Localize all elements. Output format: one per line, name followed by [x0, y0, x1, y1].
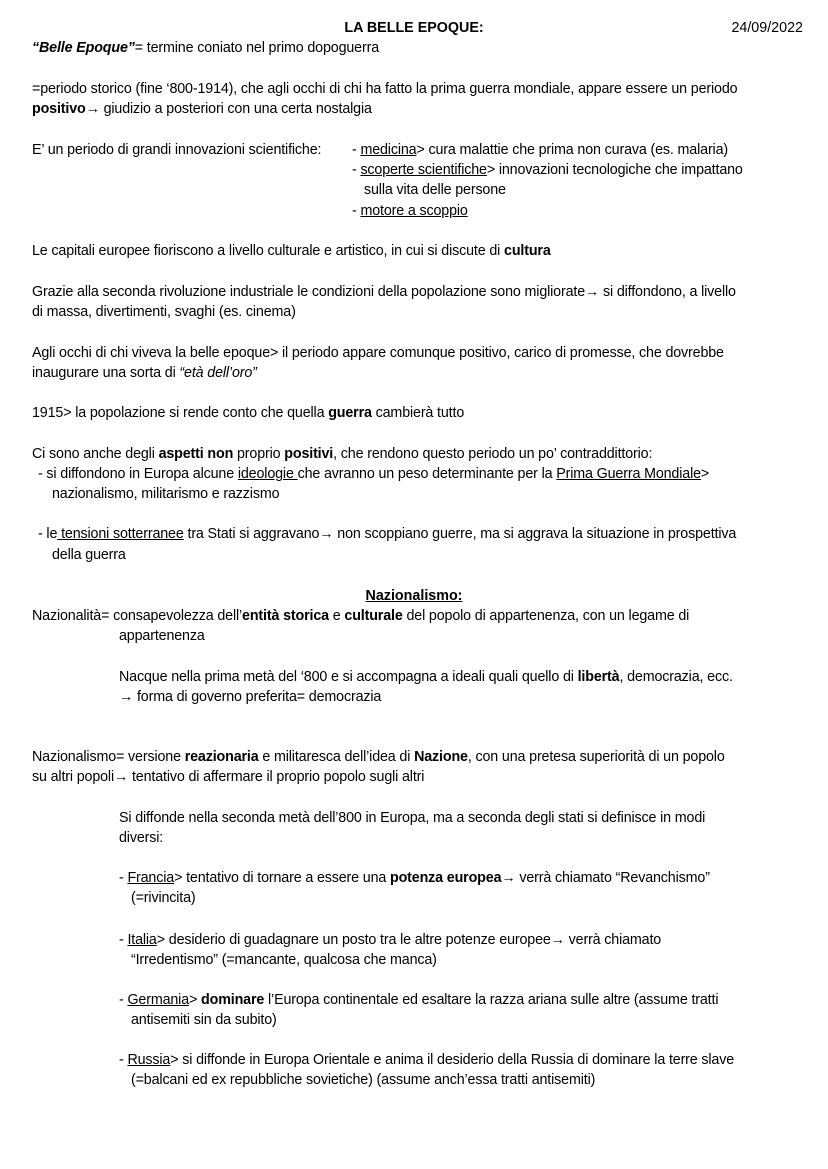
- text-line: [32, 141, 321, 159]
- text-segment: - si diffondono in Europa alcune: [38, 466, 238, 482]
- text-segment: -: [119, 932, 128, 948]
- text-segment: E’ un periodo di grandi innovazioni scientifiche:: [32, 142, 322, 158]
- text-segment: > innovazioni tecnologiche che impattano: [486, 162, 743, 178]
- text-segment: → verrà chiamato “Revanchismo”: [501, 870, 710, 886]
- text-segment: Agli occhi di chi viveva la belle epoque> il periodo appare comunque positivo, carico di promesse, che dovrebbe: [32, 345, 724, 361]
- text-line: [32, 242, 551, 260]
- text-segment: di massa, divertimenti, svaghi (es. cinema): [32, 304, 296, 320]
- text-line: [352, 202, 468, 220]
- text-line: [32, 303, 296, 321]
- text-segment: > si diffonde in Europa Orientale e anima il desiderio della Russia di dominare la terre slave: [170, 1052, 735, 1068]
- bold-term: Nazione: [414, 749, 468, 765]
- underlined-term: tensioni sotterranee: [57, 526, 184, 542]
- underlined-term: ideologie: [237, 466, 298, 482]
- bold-term: entità storica: [242, 608, 329, 624]
- underlined-term: scoperte scientifiche: [360, 162, 487, 178]
- text-line: [352, 141, 728, 159]
- text-segment: -: [119, 870, 128, 886]
- text-segment: Ci sono anche degli: [32, 446, 159, 462]
- text-segment: inaugurare una sorta di: [32, 365, 180, 381]
- text-segment: proprio: [233, 446, 285, 462]
- text-segment: =periodo storico (fine ‘800-1914), che agli occhi di chi ha fatto la prima guerra mondiale, appare essere un periodo: [32, 81, 738, 97]
- text-line: [131, 889, 196, 907]
- text-segment: (=rivincita): [131, 890, 196, 906]
- text-segment: tra Stati si aggravano→ non scoppiano guerre, ma si aggrava la situazione in prospettiva: [183, 526, 737, 542]
- text-segment: diversi:: [119, 830, 164, 846]
- text-line: [119, 688, 381, 706]
- underlined-term: Francia: [127, 870, 175, 886]
- bold-term: guerra: [328, 405, 372, 421]
- text-line: [32, 364, 257, 382]
- text-line: [131, 1071, 595, 1089]
- text-line: [32, 39, 379, 57]
- bold-term: aspetti non: [158, 446, 234, 462]
- underlined-term: Germania: [127, 992, 190, 1008]
- text-line: [119, 829, 163, 847]
- text-line: [119, 869, 710, 887]
- bold-term: libertà: [577, 669, 620, 685]
- text-line: [52, 546, 126, 564]
- text-line: [119, 1051, 734, 1069]
- section-title: Nazionalismo:: [365, 588, 463, 604]
- text-segment: Nacque nella prima metà del ‘800 e si accompagna a ideali quali quello di: [119, 669, 578, 685]
- text-line: [32, 100, 372, 118]
- bold-term: potenza europea: [390, 870, 502, 886]
- underlined-term: Russia: [127, 1052, 171, 1068]
- text-segment: -: [119, 1052, 128, 1068]
- text-segment: che avranno un peso determinante per la: [297, 466, 557, 482]
- underlined-term: Prima Guerra Mondiale: [556, 466, 701, 482]
- text-segment: antisemiti sin da subito): [131, 1012, 277, 1028]
- underlined-term: Italia: [127, 932, 157, 948]
- text-segment: Nazionalismo= versione: [32, 749, 185, 765]
- text-line: [119, 931, 661, 949]
- text-segment: Le capitali europee fioriscono a livello culturale e artistico, in cui si discute di: [32, 243, 505, 259]
- text-segment: , che rendono questo periodo un po’ contraddittorio:: [333, 446, 653, 462]
- text-line: [38, 465, 709, 483]
- document-title: LA BELLE EPOQUE:: [344, 20, 484, 36]
- document-date: 24/09/2022: [731, 20, 803, 36]
- text-segment: Si diffonde nella seconda metà dell’800 in Europa, ma a seconda degli stati si definisce in modi: [119, 810, 706, 826]
- text-line: [32, 404, 464, 422]
- text-segment: > tentativo di tornare a essere una: [174, 870, 391, 886]
- bold-term: dominare: [201, 992, 265, 1008]
- text-segment: = termine coniato nel primo dopoguerra: [134, 40, 380, 56]
- text-segment: Grazie alla seconda rivoluzione industriale le condizioni della popolazione sono migliorate→ si diffondono, a livello: [32, 284, 736, 300]
- text-segment: l’Europa continentale ed esaltare la razza ariana sulle altre (assume tratti: [264, 992, 719, 1008]
- text-segment: -: [352, 142, 361, 158]
- text-line: [32, 768, 424, 786]
- text-segment: > desiderio di guadagnare un posto tra le altre potenze europee→ verrà chiamato: [156, 932, 662, 948]
- text-segment: del popolo di appartenenza, con un legame di: [402, 608, 690, 624]
- text-segment: -: [352, 162, 361, 178]
- text-segment: appartenenza: [119, 628, 205, 644]
- text-segment: >: [189, 992, 202, 1008]
- text-line: [352, 161, 743, 179]
- text-line: [364, 181, 506, 199]
- text-line: [119, 809, 705, 827]
- underlined-term: medicina: [360, 142, 417, 158]
- text-line: [131, 951, 437, 969]
- text-line: [119, 627, 205, 645]
- text-line: [32, 748, 725, 766]
- text-segment: → giudizio a posteriori con una certa nostalgia: [85, 101, 372, 117]
- text-segment: nazionalismo, militarismo e razzismo: [52, 486, 280, 502]
- text-line: [32, 607, 689, 625]
- bold-term: “Belle Epoque”: [32, 40, 135, 56]
- bold-term: positivi: [284, 446, 334, 462]
- text-segment: , con una pretesa superiorità di un popolo: [467, 749, 725, 765]
- text-line: [119, 668, 733, 686]
- text-line: [32, 445, 652, 463]
- text-segment: - le: [38, 526, 58, 542]
- underlined-term: motore a scoppio: [360, 203, 468, 219]
- text-segment: cambierà tutto: [371, 405, 465, 421]
- text-line: [119, 991, 718, 1009]
- text-segment: e: [328, 608, 345, 624]
- text-line: [32, 283, 736, 301]
- text-segment: 1915> la popolazione si rende conto che quella: [32, 405, 329, 421]
- text-line: [32, 344, 724, 362]
- text-segment: -: [352, 203, 361, 219]
- text-line: [52, 485, 279, 503]
- text-line: [131, 1011, 277, 1029]
- bold-term: positivo: [32, 101, 86, 117]
- text-segment: Nazionalità= consapevolezza dell’: [32, 608, 243, 624]
- text-segment: >: [700, 466, 710, 482]
- text-segment: (=balcani ed ex repubbliche sovietiche) (assume anch’essa tratti antisemiti): [131, 1072, 596, 1088]
- text-segment: e militaresca dell’idea di: [258, 749, 415, 765]
- bold-term: cultura: [504, 243, 551, 259]
- text-segment: → forma di governo preferita= democrazia: [119, 689, 382, 705]
- text-segment: > cura malattie che prima non curava (es. malaria): [416, 142, 728, 158]
- text-segment: della guerra: [52, 547, 126, 563]
- text-segment: , democrazia, ecc.: [619, 669, 733, 685]
- bold-term: reazionaria: [184, 749, 259, 765]
- text-segment: “età dell’oro”: [179, 365, 257, 381]
- text-segment: sulla vita delle persone: [364, 182, 506, 198]
- text-line: [32, 80, 737, 98]
- text-line: [38, 525, 736, 543]
- text-segment: -: [119, 992, 128, 1008]
- text-segment: “Irredentismo” (=mancante, qualcosa che manca): [131, 952, 437, 968]
- text-segment: su altri popoli→ tentativo di affermare il proprio popolo sugli altri: [32, 769, 425, 785]
- bold-term: culturale: [344, 608, 403, 624]
